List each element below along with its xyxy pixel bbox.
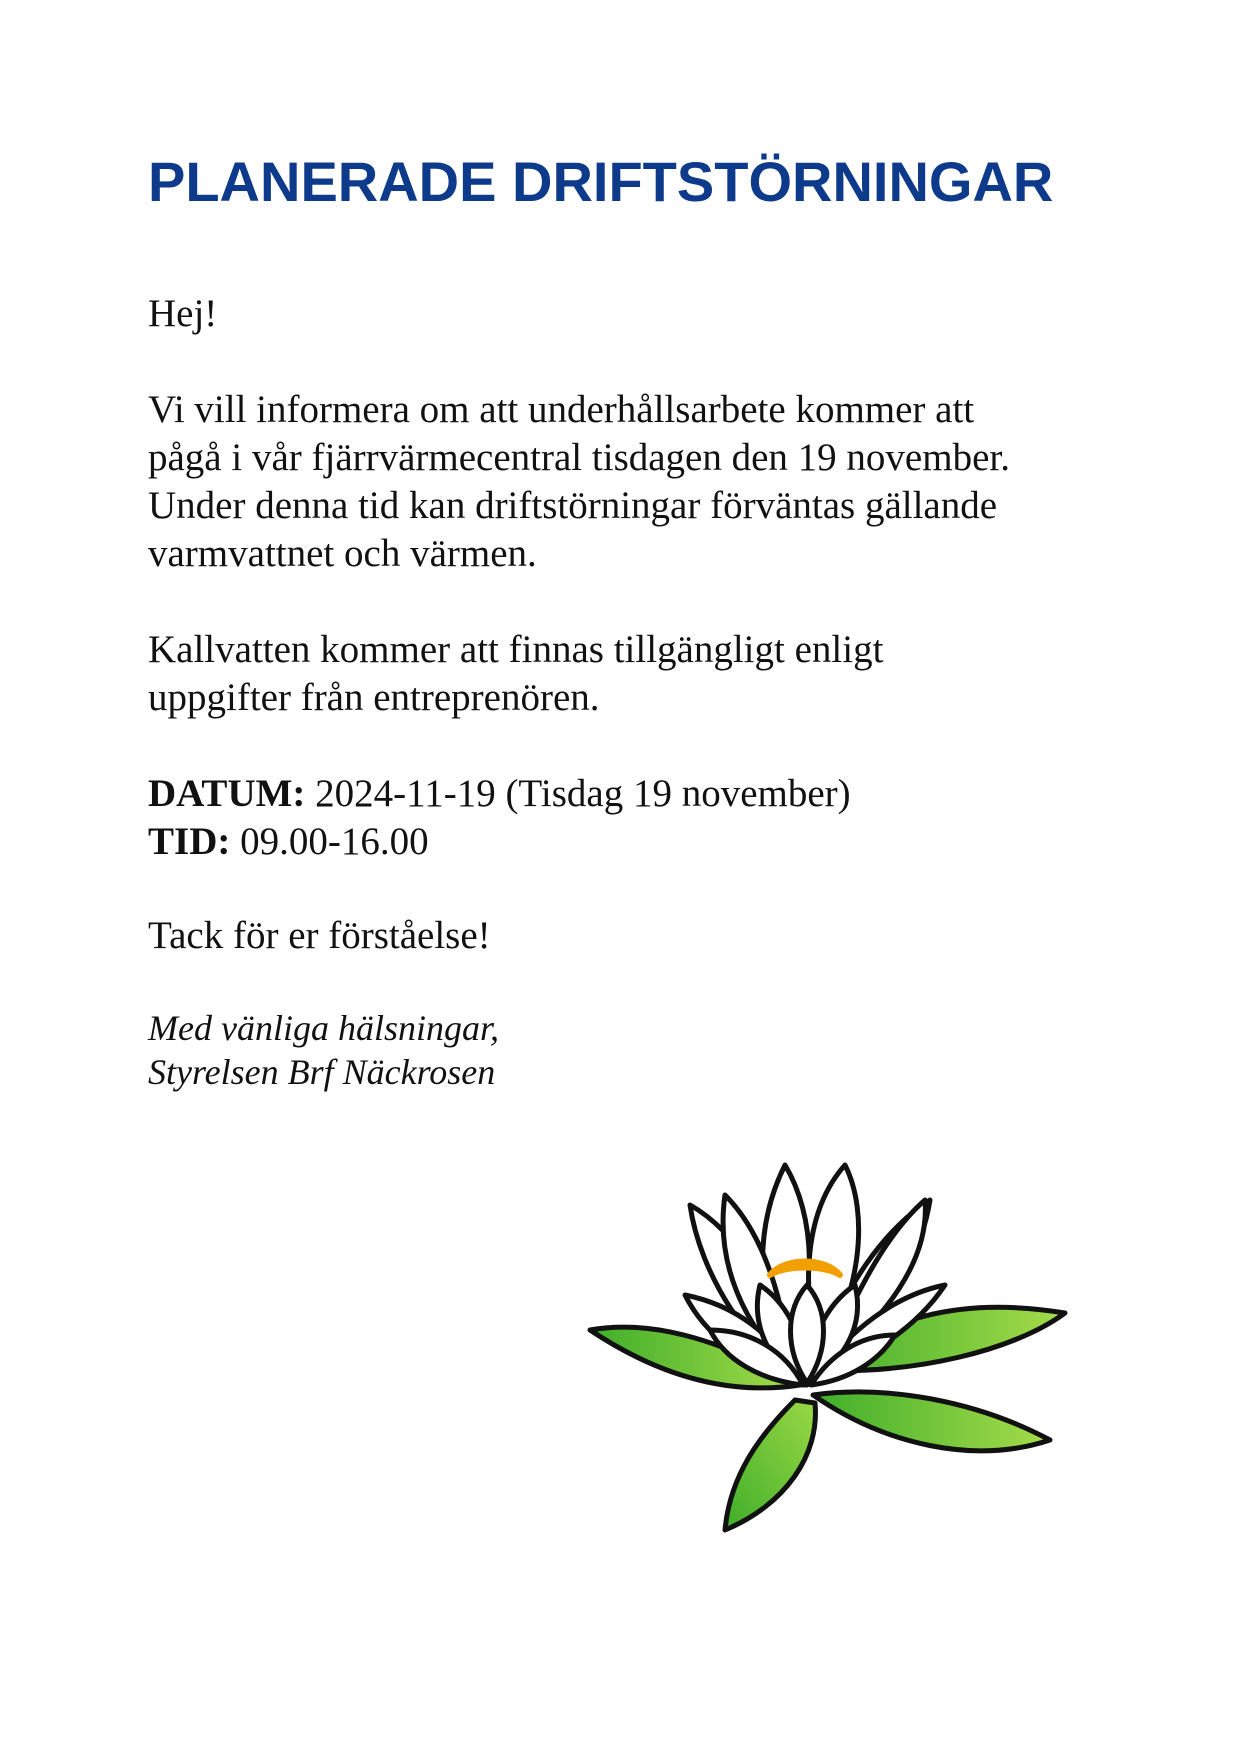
info-line: Under denna tid kan driftstörningar förväntas gällande xyxy=(148,484,998,527)
info-line: Vi vill informera om att underhållsarbete kommer att xyxy=(148,388,975,431)
leaf xyxy=(725,1400,815,1530)
leaf xyxy=(813,1392,1050,1451)
water-lily-icon xyxy=(585,1145,1075,1545)
closing-greeting: Med vänliga hälsningar, xyxy=(148,1008,499,1048)
info-paragraph xyxy=(148,386,1010,578)
time-line xyxy=(148,818,429,866)
info-line: pågå i vår fjärrvärmecentral tisdagen den 19 november. xyxy=(148,436,1010,479)
cold-water-line: uppgifter från entreprenören. xyxy=(148,676,600,719)
sender-name: Styrelsen Brf Näckrosen xyxy=(148,1052,496,1092)
page-title: PLANERADE DRIFTSTÖRNINGAR xyxy=(148,150,1054,213)
thanks-text: Tack för er förståelse! xyxy=(148,914,491,957)
time-value: 09.00-16.00 xyxy=(240,820,429,863)
date-label: DATUM: xyxy=(148,772,306,815)
info-line: varmvattnet och värmen. xyxy=(148,532,537,575)
date-line xyxy=(148,770,851,818)
closing-signature xyxy=(148,1006,499,1094)
cold-water-paragraph xyxy=(148,626,883,722)
date-value: 2024-11-19 (Tisdag 19 november) xyxy=(315,772,851,815)
time-label: TID: xyxy=(148,820,231,863)
greeting: Hej! xyxy=(148,292,218,335)
cold-water-line: Kallvatten kommer att finnas tillgängligt enligt xyxy=(148,628,884,671)
